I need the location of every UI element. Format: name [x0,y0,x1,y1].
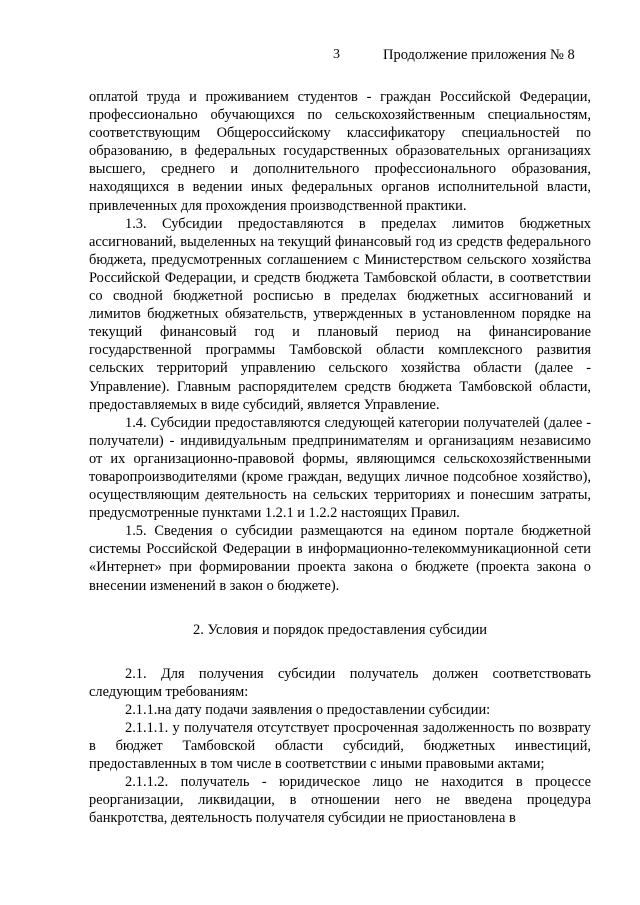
appendix-continuation: Продолжение приложения № 8 [383,47,575,63]
page-number: 3 [333,47,340,62]
paragraph-1-4: 1.4. Субсидии предоставляются следующей категории получателей (далее - получатели) - индивидуальным предпринимателям и организациям независимо от их организационно-правовой формы, являющимся сельскохозяйственными товаропроизводителями (кроме граждан, ведущих личное подсобное хозяйство), осуществляющим деятельность на сельских территориях и понесшим затраты, предусмотренные пунктами 1.2.1 и 1.2.2 настоящих Правил. [89,414,591,522]
paragraph-1-5: 1.5. Сведения о субсидии размещаются на едином портале бюджетной системы Российской Федерации в информационно-телекоммуникационной сети «Интернет» при формировании проекта закона о бюджете (проекта закона о внесении изменений в закон о бюджете). [89,523,591,594]
paragraph-2-1-1-1: 2.1.1.1. у получателя отсутствует просроченная задолженность по возврату в бюджет Тамбовской области субсидий, бюджетных инвестиций, предоставленных в том числе в соответствии с иными правовыми актами; [89,720,591,773]
paragraph-2-1: 2.1. Для получения субсидии получатель должен соответствовать следующим требованиям: [89,665,591,700]
paragraph-1-3: 1.3. Субсидии предоставляются в пределах лимитов бюджетных ассигнований, выделенных на текущий финансовый год из средств федерального бюджета, предусмотренных соглашением с Министерством сельского хозяйства Российской Федерации, и средств бюджета Тамбовской области, в соответствии со сводной бюджетной росписью в пределах бюджетных ассигнований и лимитов бюджетных обязательств, утвержденных в установленном порядке на текущий финансовый год и плановый период на финансирование государственной программы Тамбовской области комплексного развития сельских территорий управлению сельского хозяйства области (далее - Управление). Главным распорядителем средств бюджета Тамбовской области, предоставляемых в виде субсидий, является Управление. [89,215,591,413]
paragraph-continuation: оплатой труда и проживанием студентов - граждан Российской Федерации, профессионально обучающихся по сельскохозяйственным специальностям, соответствующим Общероссийскому классификатору специальностей по образованию, в федеральных государственных образовательных организациях высшего, среднего и дополнительного профессионального образования, находящихся в ведении иных федеральных органов исполнительной власти, привлеченных для прохождения производственной практики. [89,89,591,214]
section-heading: 2. Условия и порядок предоставления субсидии [192,621,487,638]
paragraph-2-1-1: 2.1.1.на дату подачи заявления о предоставлении субсидии: [125,701,491,718]
document-body [89,88,591,828]
paragraph-2-1-1-2: 2.1.1.2. получатель - юридическое лицо не находится в процессе реорганизации, ликвидации, в отношении него не введена процедура банкротства, деятельность получателя субсидии не приостановлена в [89,774,591,827]
page-header [0,47,640,67]
